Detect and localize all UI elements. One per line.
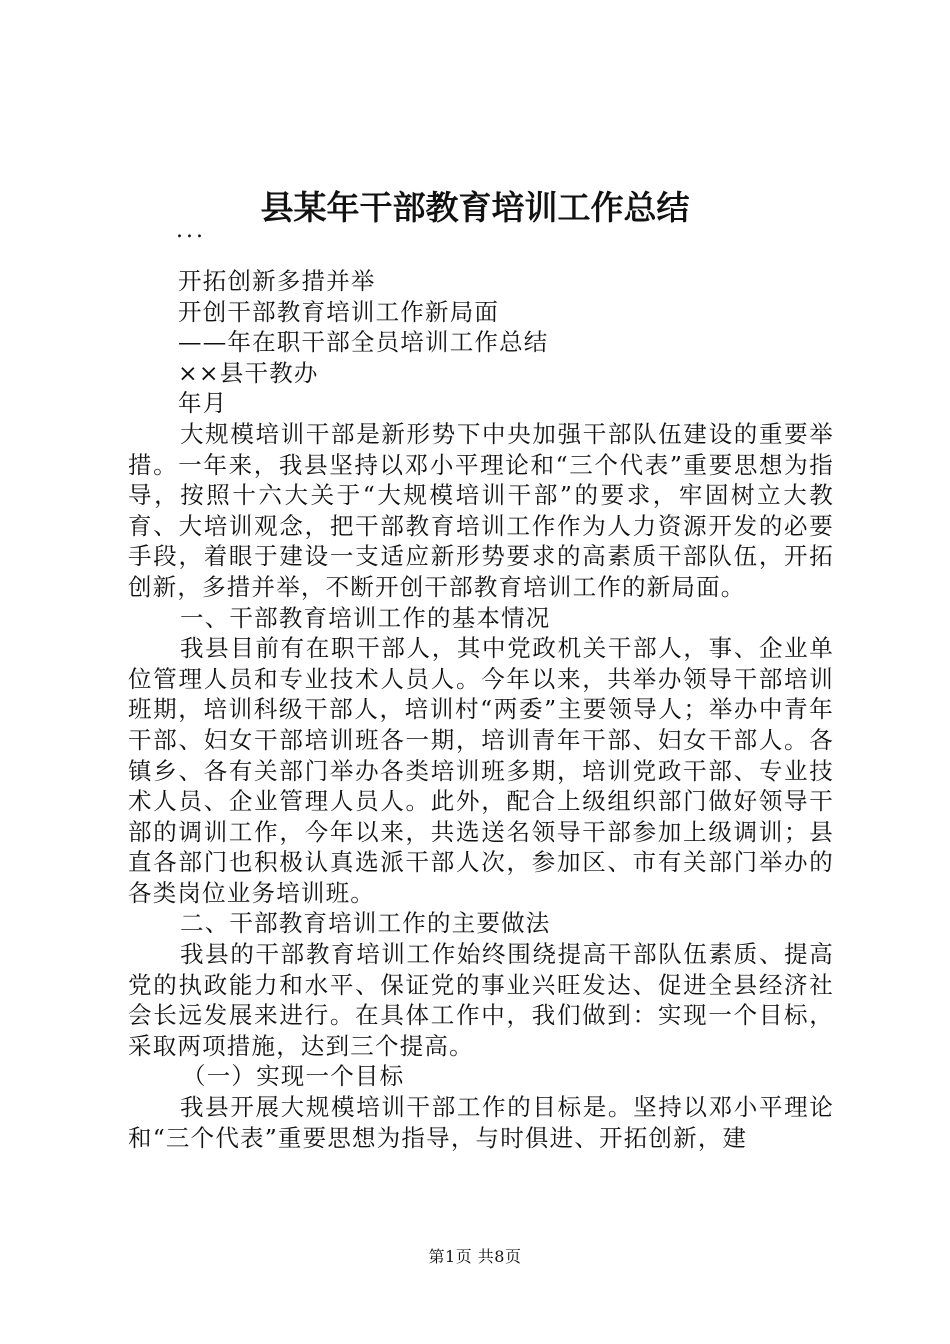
- section-1-paragraph: 我县目前有在职干部人，其中党政机关干部人，事、企业单位管理人员和专业技术人员人。今年以来，共举办领导干部培训班期，培训科级干部人，培训村“两委”主要领导人；举办中青年干部、妇女干部培训班各一期，培训青年干部、妇女干部人。各镇乡、各有关部门举办各类培训班多期，培训党政干部、专业技术人员、企业管理人员人。此外，配合上级组织部门做好领导干部的调训工作，今年以来，共选送名领导干部参加上级调训；县直各部门也积极认真选派干部人次，参加区、市有关部门举办的各类岗位业务培训班。: [128, 634, 834, 907]
- section-1-heading: 一、干部教育培训工作的基本情况: [180, 603, 551, 632]
- subtitle-line-3: ——年在职干部全员培训工作总结: [178, 328, 549, 357]
- subtitle-line-2: 开创干部教育培训工作新局面: [178, 297, 500, 326]
- date-line: 年月: [178, 389, 228, 418]
- intro-paragraph: 大规模培训干部是新形势下中央加强干部队伍建设的重要举措。一年来，我县坚持以邓小平理论和“三个代表”重要思想为指导，按照十六大关于“大规模培训干部”的要求，牢固树立大教育、大培训观念，把干部教育培训工作作为人力资源开发的必要手段，着眼于建设一支适应新形势要求的高素质干部队伍，开拓创新，多措并举，不断开创干部教育培训工作的新局面。: [128, 419, 834, 601]
- subtitle-line-1: 开拓创新多措并举: [178, 267, 376, 295]
- document-title: 县某年干部教育培训工作总结: [260, 188, 690, 227]
- author-line: ××县干教办: [178, 358, 319, 387]
- document-body: [128, 266, 834, 1153]
- page-number-footer: 第1页 共8页: [428, 1247, 522, 1266]
- section-2-heading: 二、干部教育培训工作的主要做法: [180, 909, 551, 938]
- ellipsis-mark: ...: [176, 218, 206, 243]
- subsection-1-heading: （一）实现一个目标: [182, 1062, 405, 1091]
- section-2-paragraph: 我县的干部教育培训工作始终围绕提高干部队伍素质、提高党的执政能力和水平、保证党的事业兴旺发达、促进全县经济社会长远发展来进行。在具体工作中，我们做到：实现一个目标，采取两项措施，达到三个提高。: [128, 940, 834, 1060]
- subsection-1-paragraph: 我县开展大规模培训干部工作的目标是。坚持以邓小平理论和“三个代表”重要思想为指导，与时俱进、开拓创新，建: [128, 1093, 834, 1152]
